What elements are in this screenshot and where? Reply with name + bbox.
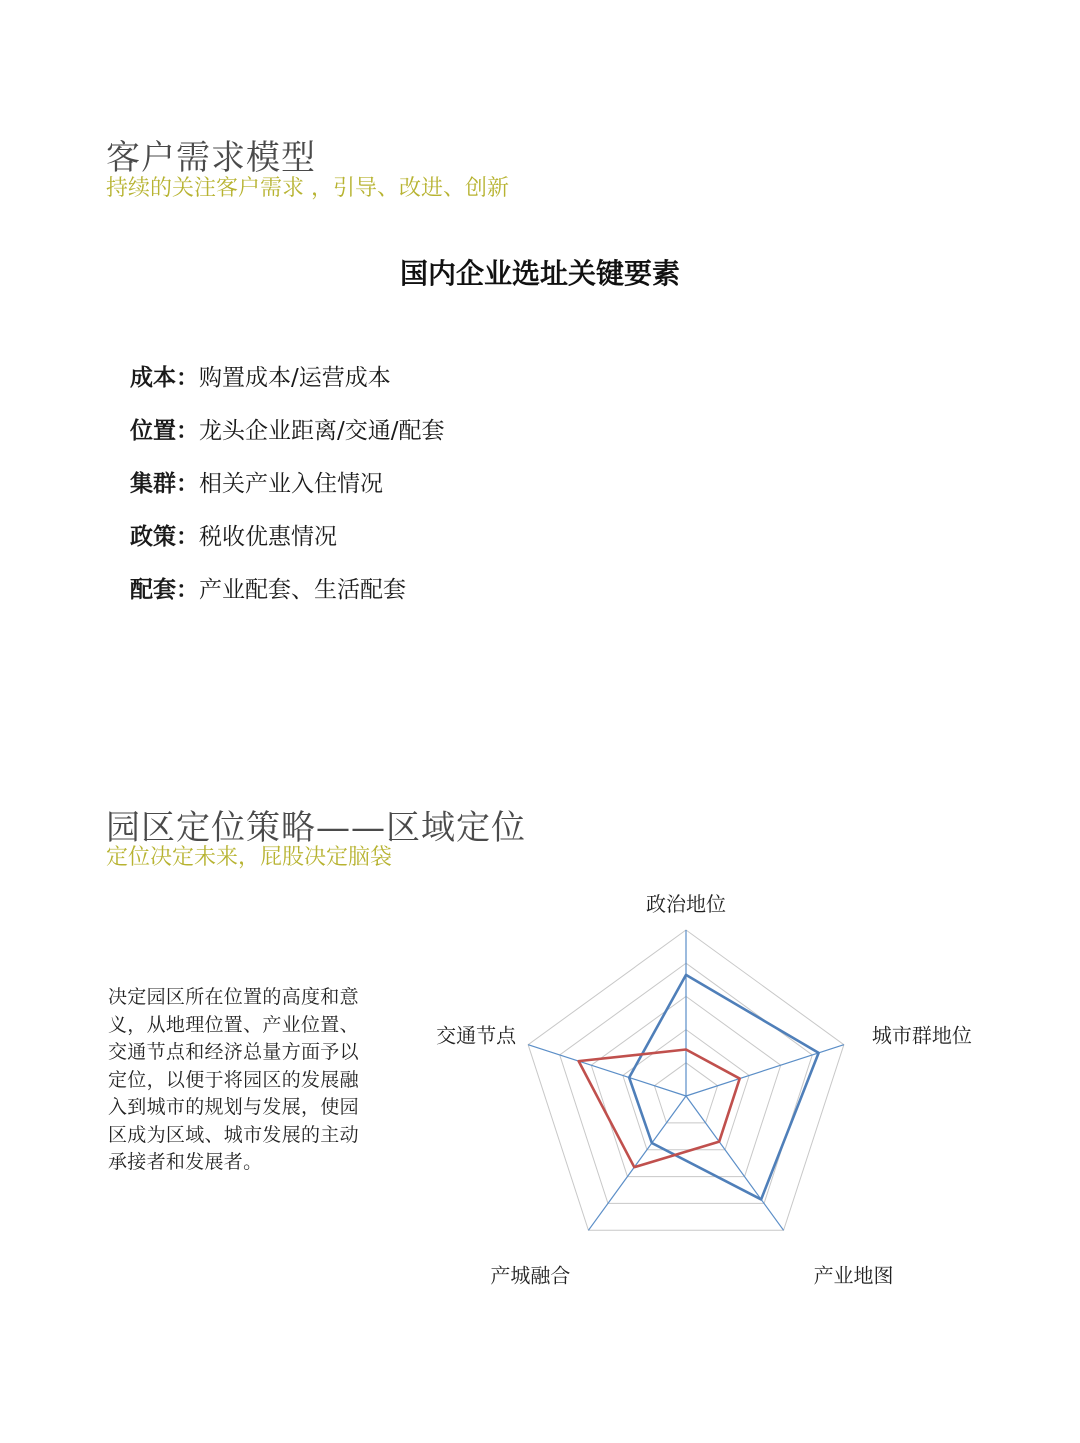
factor-value: 产业配套、生活配套 [199, 577, 406, 603]
factor-separator: ： [176, 418, 199, 444]
factor-key: 位置 [130, 418, 176, 444]
factor-item [130, 468, 445, 521]
factor-key: 政策 [130, 524, 176, 550]
section-title-customer-demand: 客户需求模型 [106, 138, 316, 178]
factor-separator: ： [176, 471, 199, 497]
radar-axis-label: 产业地图 [813, 1263, 894, 1288]
radar-series [579, 975, 819, 1200]
section-subtitle-customer-demand: 持续的关注客户需求 ，引导、改进、创新 [106, 176, 509, 201]
factor-item [130, 362, 445, 415]
positioning-description: 决定园区所在位置的高度和意义，从地理位置、产业位置、交通节点和经济总量方面予以定位，以便于将园区的发展融入到城市的规划与发展，使园区成为区域、城市发展的主动承接者和发展者。 [108, 986, 359, 1173]
factor-key: 成本 [130, 365, 176, 391]
section-title-park-positioning: 园区定位策略——区域定位 [106, 808, 526, 848]
radar-axis-line [686, 1096, 784, 1230]
factor-item [130, 521, 445, 574]
factor-value: 税收优惠情况 [199, 524, 337, 550]
regional-positioning-radar-chart [410, 880, 1030, 1290]
radar-axis-line [588, 1096, 686, 1230]
factor-separator: ： [176, 577, 199, 603]
section-subtitle-park-positioning: 定位决定未来，屁股决定脑袋 [106, 845, 393, 870]
radar-axis-label: 交通节点 [436, 1023, 517, 1048]
radar-axis-label: 城市群地位 [871, 1023, 972, 1048]
factor-separator: ： [176, 524, 199, 550]
site-selection-factor-list [130, 362, 445, 627]
radar-axis-label: 产城融合 [490, 1263, 571, 1288]
site-selection-heading: 国内企业选址关键要素 [399, 257, 680, 290]
radar-axis-line [686, 1045, 844, 1096]
factor-value: 相关产业入住情况 [199, 471, 383, 497]
radar-axis-label: 政治地位 [646, 892, 726, 916]
factor-key: 集群 [130, 471, 176, 497]
factor-separator: ： [176, 365, 199, 391]
factor-value: 龙头企业距离/交通/配套 [199, 418, 445, 444]
factor-item [130, 415, 445, 468]
factor-key: 配套 [130, 577, 176, 603]
factor-value: 购置成本/运营成本 [199, 365, 391, 391]
factor-item [130, 574, 445, 627]
